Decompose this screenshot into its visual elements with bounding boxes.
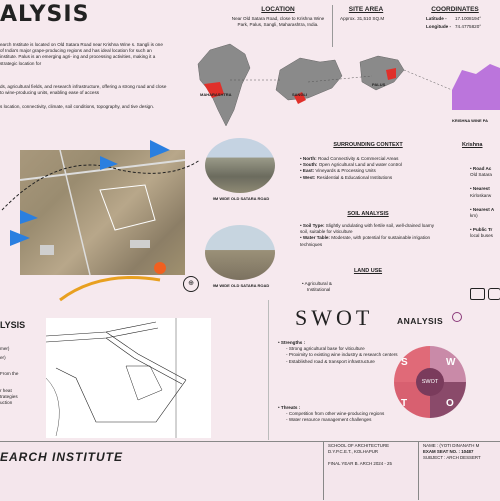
list-item: r heat: [0, 387, 12, 393]
divider: [323, 441, 324, 500]
soil-list: [300, 223, 440, 248]
longitude-value: 74.4775820°: [455, 24, 482, 29]
list-item: - Strong agricultural base for viticulture: [286, 346, 365, 352]
right-col-header: Krishna: [462, 142, 483, 148]
location-maps: [190, 40, 500, 130]
footer-title: EARCH INSTITUTE: [0, 450, 123, 464]
maharashtra-map: [276, 58, 342, 100]
list-item: trategies: [0, 393, 18, 399]
road-photo-caption-1: 9M WIDE OLD SATARA ROAD: [212, 196, 270, 201]
site-area-text: Approx. 31,510 SQ.M: [340, 16, 385, 21]
bottom-left-list: [0, 346, 40, 406]
north-arrow-icon: ⊕: [183, 276, 199, 292]
list-item: uction: [0, 399, 13, 405]
list-item: • Public Tr local buses: [470, 227, 493, 239]
intro-paragraph-1: earch Institute is located on Old Satara Road near Krishna Wine s. Sangli is one of India's major grape-producing regions and has ideal location for such an institute. Palus is an emerging agri- ing and processing activities, making it a strategic location for: [0, 42, 163, 66]
surrounding-header: SURROUNDING CONTEXT: [333, 142, 403, 148]
location-header: LOCATION: [261, 6, 295, 13]
list-item: • Water Table: Moderate, with potential for sustainable irrigation techniques: [300, 235, 431, 247]
list-item: • North: Road Connectivity & Commercial Areas: [300, 156, 399, 161]
swot-analysis-label: ANALYSIS: [397, 316, 444, 326]
swot-title: SWOT: [295, 305, 374, 330]
coordinates-header: COORDINATES: [431, 6, 479, 13]
swot-strengths: [278, 340, 398, 365]
site-area-header: SITE AREA: [348, 6, 384, 13]
list-item: • Road Ac Old Satara: [470, 166, 492, 178]
list-item: • Nearest Kirloskarw: [470, 186, 492, 198]
list-item: • Nearest A km): [470, 206, 495, 218]
land-use-list: [302, 281, 402, 293]
bottom-left-header: LYSIS: [0, 320, 26, 330]
train-icon: [488, 288, 500, 300]
sun-icon: [154, 262, 166, 274]
swot-center: SWOT: [421, 379, 439, 385]
list-item: - Proximity to existing wine industry & research centers: [286, 352, 398, 358]
map-label-krishna-wine-park: KRISHNA WINE PA: [452, 118, 488, 123]
location-text: Near Old Satara Road, close to Krishna Wine Park, Palus, Sangli, Maharashtra, India.: [231, 16, 325, 28]
swot-s: S: [401, 357, 408, 368]
list-item: • South: Open Agricultural Land and water control: [300, 162, 402, 168]
list-item: • West: Residential & Educational Institutions: [300, 174, 393, 180]
list-item: - Established road & transport infrastructure: [286, 358, 375, 364]
land-use-header: LAND USE: [353, 268, 383, 274]
latitude-label: Latitude -: [426, 16, 447, 21]
list-item: • East: Vineyards & Processing Units: [300, 168, 376, 174]
footer-school: SCHOOL OF ARCHITECTURE D.Y.P.C.E.T., KOLHAPUR FINAL YEAR B. ARCH 2024 - 25: [328, 443, 392, 466]
page-title: ALYSIS: [0, 2, 90, 27]
bus-icon: [470, 288, 485, 300]
road-photo-1: [205, 138, 275, 193]
intro-paragraph-2: ds, agricultural fields, and research infrastructure, offering a strong road and close to wine-producing units, enabling ease of access: [0, 84, 167, 96]
surrounding-list: [300, 156, 440, 181]
list-item: er): [0, 355, 6, 361]
longitude-label: Longitude -: [426, 24, 452, 29]
list-item: mer): [0, 346, 10, 351]
list-item: - Water resource management challenges: [286, 417, 372, 423]
wind-arrows: [0, 130, 210, 305]
swot-o: O: [446, 398, 454, 409]
latitude-value: 17.1008194°: [455, 16, 482, 21]
palus-map: [452, 64, 500, 110]
swot-w: W: [446, 357, 456, 368]
map-label-palus: PALUS: [372, 82, 386, 87]
strengths-header: • Strengths :: [278, 340, 306, 345]
site-plan-drawing: [46, 318, 211, 438]
divider: [418, 441, 419, 500]
threats-header: • Threats :: [278, 405, 301, 410]
right-col-list: [470, 166, 500, 240]
list-item: From the: [0, 371, 19, 377]
map-label-sangli: SANGLI: [292, 92, 308, 97]
road-photo-2: [205, 225, 275, 280]
swot-t: T: [401, 398, 408, 409]
divider: [268, 300, 269, 440]
soil-header: SOIL ANALYSIS: [347, 211, 389, 217]
list-item: - Competition from other wine-producing regions: [286, 411, 385, 417]
road-photo-caption-2: 9M WIDE OLD SATARA ROAD: [212, 283, 270, 288]
map-label-maharashtra: MAHARASHTRA: [200, 92, 232, 97]
search-icon: [452, 312, 462, 322]
footer-student: NAME : (YOTI DINANATH M EXAM SEAT NO. : 10487 SUBJECT : ARCH DESSERT: [423, 443, 481, 460]
list-item: • Agricultural &: [302, 281, 332, 286]
list-item: Institutional: [307, 287, 331, 293]
list-item: • Soil Type: Slightly undulating with fertile soil, well-drained loamy soil, suitable for viticulture: [300, 223, 435, 235]
intro-paragraph-3: s location, connectivity, climate, soil conditions, topography, and tive design.: [0, 104, 155, 109]
swot-threats: [278, 405, 398, 424]
